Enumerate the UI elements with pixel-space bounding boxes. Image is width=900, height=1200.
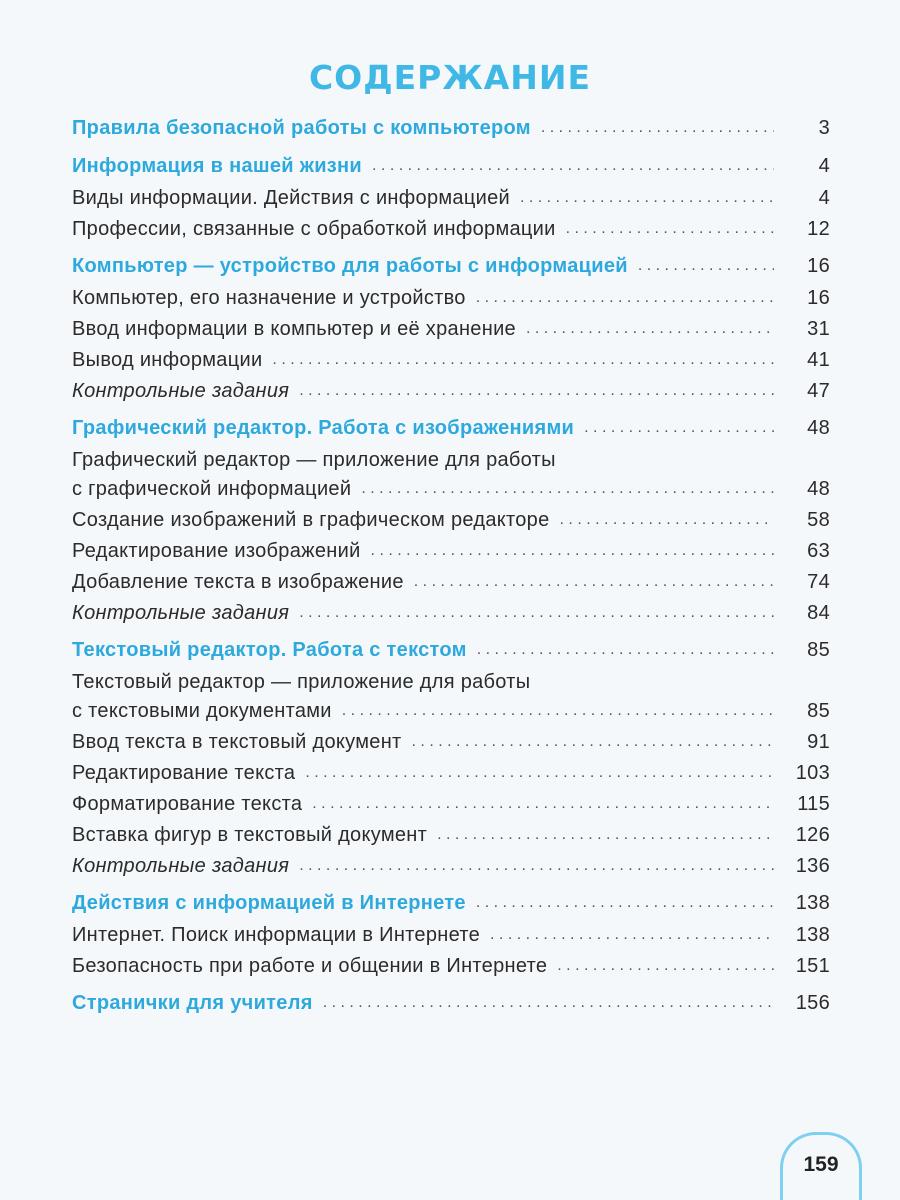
- toc-entry[interactable]: [72, 731, 830, 762]
- toc-section-entry[interactable]: [72, 115, 830, 149]
- dot-leader: [557, 957, 774, 975]
- toc-entry-page: 126: [795, 824, 830, 846]
- toc-entry-title: Правила безопасной работы с компьютером: [72, 117, 531, 139]
- toc-entry[interactable]: [72, 287, 830, 318]
- dot-leader: [437, 826, 774, 844]
- dot-leader: [371, 542, 774, 560]
- page-number-tab: [780, 1132, 862, 1200]
- toc-entry-title: Вывод информации: [72, 349, 263, 371]
- toc-entry-page: 136: [795, 855, 830, 877]
- toc-entry-page: 138: [795, 924, 830, 946]
- toc-entry-page: 115: [797, 793, 830, 815]
- dot-leader: [305, 764, 774, 782]
- toc-entry-page: 138: [795, 892, 830, 914]
- dot-leader: [560, 511, 774, 529]
- toc-entry-title: Текстовый редактор — приложение для работы: [72, 671, 531, 693]
- toc-entry[interactable]: [72, 449, 830, 478]
- toc-entry-page: 47: [807, 380, 830, 402]
- toc-entry[interactable]: [72, 955, 830, 986]
- toc-entry-title: с текстовыми документами: [72, 700, 332, 722]
- toc-entry-title: Виды информации. Действия с информацией: [72, 187, 510, 209]
- toc-entry-title: Странички для учителя: [72, 992, 313, 1014]
- toc-entry[interactable]: [72, 602, 830, 633]
- toc-entry-title: Текстовый редактор. Работа с текстом: [72, 639, 467, 661]
- toc-entry[interactable]: [72, 380, 830, 411]
- dot-leader: [414, 573, 774, 591]
- toc-entry-title: Форматирование текста: [72, 793, 303, 815]
- toc-entry-page: 85: [807, 639, 830, 661]
- dot-leader: [342, 702, 774, 720]
- dot-leader: [476, 894, 774, 912]
- dot-leader: [490, 926, 774, 944]
- toc-section-entry[interactable]: [72, 986, 830, 1024]
- dot-leader: [477, 641, 774, 659]
- toc-entry-title: Контрольные задания: [72, 380, 290, 402]
- toc-entry[interactable]: [72, 762, 830, 793]
- toc-entry[interactable]: [72, 824, 830, 855]
- toc-entry-title: Редактирование изображений: [72, 540, 361, 562]
- page-number: 159: [803, 1152, 839, 1176]
- dot-leader: [299, 857, 774, 875]
- toc-entry-page: 48: [807, 478, 830, 500]
- dot-leader: [541, 119, 774, 137]
- dot-leader: [299, 382, 774, 400]
- toc-entry-page: 74: [807, 571, 830, 593]
- toc-entry-page: 84: [807, 602, 830, 624]
- toc-entry-page: 58: [807, 509, 830, 531]
- toc-entry-page: 41: [807, 349, 830, 371]
- toc-entry-page: 31: [807, 318, 830, 340]
- toc-entry[interactable]: [72, 571, 830, 602]
- toc-entry[interactable]: [72, 187, 830, 218]
- dot-leader: [323, 994, 774, 1012]
- dot-leader: [526, 320, 774, 338]
- dot-leader: [312, 795, 774, 813]
- toc-entry-title: с графической информацией: [72, 478, 352, 500]
- toc-entry-page: 156: [795, 992, 830, 1014]
- toc-section-entry[interactable]: [72, 149, 830, 187]
- toc-entry-title: Профессии, связанные с обработкой информации: [72, 218, 556, 240]
- toc-entry-title: Контрольные задания: [72, 855, 290, 877]
- toc-entry-page: 12: [807, 218, 830, 240]
- toc-entry-title: Графический редактор. Работа с изображениями: [72, 417, 575, 439]
- toc-section-entry[interactable]: [72, 886, 830, 924]
- toc-entry-title: Действия с информацией в Интернете: [72, 892, 466, 914]
- toc-entry-page: 16: [807, 255, 830, 277]
- toc-entry-title: Компьютер, его назначение и устройство: [72, 287, 466, 309]
- toc-entry[interactable]: [72, 671, 830, 700]
- toc-entry[interactable]: [72, 318, 830, 349]
- toc-section-entry[interactable]: [72, 633, 830, 671]
- dot-leader: [412, 733, 774, 751]
- toc-entry-page: 103: [795, 762, 830, 784]
- toc-entry-page: 85: [807, 700, 830, 722]
- dot-leader: [520, 189, 774, 207]
- toc-entry-title: Ввод текста в текстовый документ: [72, 731, 402, 753]
- dot-leader: [372, 157, 774, 175]
- table-of-contents: [72, 115, 830, 1024]
- toc-entry[interactable]: [72, 924, 830, 955]
- dot-leader: [361, 480, 774, 498]
- toc-entry-page: 151: [795, 955, 830, 977]
- toc-entry-title: Контрольные задания: [72, 602, 290, 624]
- toc-entry-page: 91: [807, 731, 830, 753]
- toc-entry-title: Компьютер — устройство для работы с информацией: [72, 255, 628, 277]
- toc-entry-title: Вставка фигур в текстовый документ: [72, 824, 428, 846]
- toc-entry-page: 3: [818, 117, 830, 139]
- toc-entry[interactable]: [72, 793, 830, 824]
- toc-entry-title: Графический редактор — приложение для работы: [72, 449, 556, 471]
- toc-section-entry[interactable]: [72, 249, 830, 287]
- dot-leader: [584, 419, 774, 437]
- toc-entry-title: Информация в нашей жизни: [72, 155, 363, 177]
- dot-leader: [566, 220, 774, 238]
- toc-entry-title: Добавление текста в изображение: [72, 571, 404, 593]
- dot-leader: [476, 289, 774, 307]
- toc-entry[interactable]: [72, 349, 830, 380]
- toc-entry-page: 48: [807, 417, 830, 439]
- toc-entry[interactable]: [72, 540, 830, 571]
- dot-leader: [272, 351, 774, 369]
- toc-entry[interactable]: [72, 700, 830, 731]
- toc-entry[interactable]: [72, 509, 830, 540]
- toc-entry-page: 63: [807, 540, 830, 562]
- toc-entry[interactable]: [72, 478, 830, 509]
- toc-section-entry[interactable]: [72, 411, 830, 449]
- page-title: СОДЕРЖАНИЕ: [308, 58, 592, 97]
- toc-entry[interactable]: [72, 855, 830, 886]
- toc-entry-title: Ввод информации в компьютер и её хранение: [72, 318, 516, 340]
- toc-entry-title: Редактирование текста: [72, 762, 296, 784]
- dot-leader: [638, 257, 774, 275]
- toc-entry-title: Интернет. Поиск информации в Интернете: [72, 924, 481, 946]
- dot-leader: [299, 604, 774, 622]
- toc-entry-page: 16: [807, 287, 830, 309]
- toc-entry-title: Безопасность при работе и общении в Интернете: [72, 955, 548, 977]
- toc-entry[interactable]: [72, 218, 830, 249]
- toc-entry-page: 4: [818, 187, 830, 209]
- toc-entry-title: Создание изображений в графическом редакторе: [72, 509, 550, 531]
- toc-entry-page: 4: [818, 155, 830, 177]
